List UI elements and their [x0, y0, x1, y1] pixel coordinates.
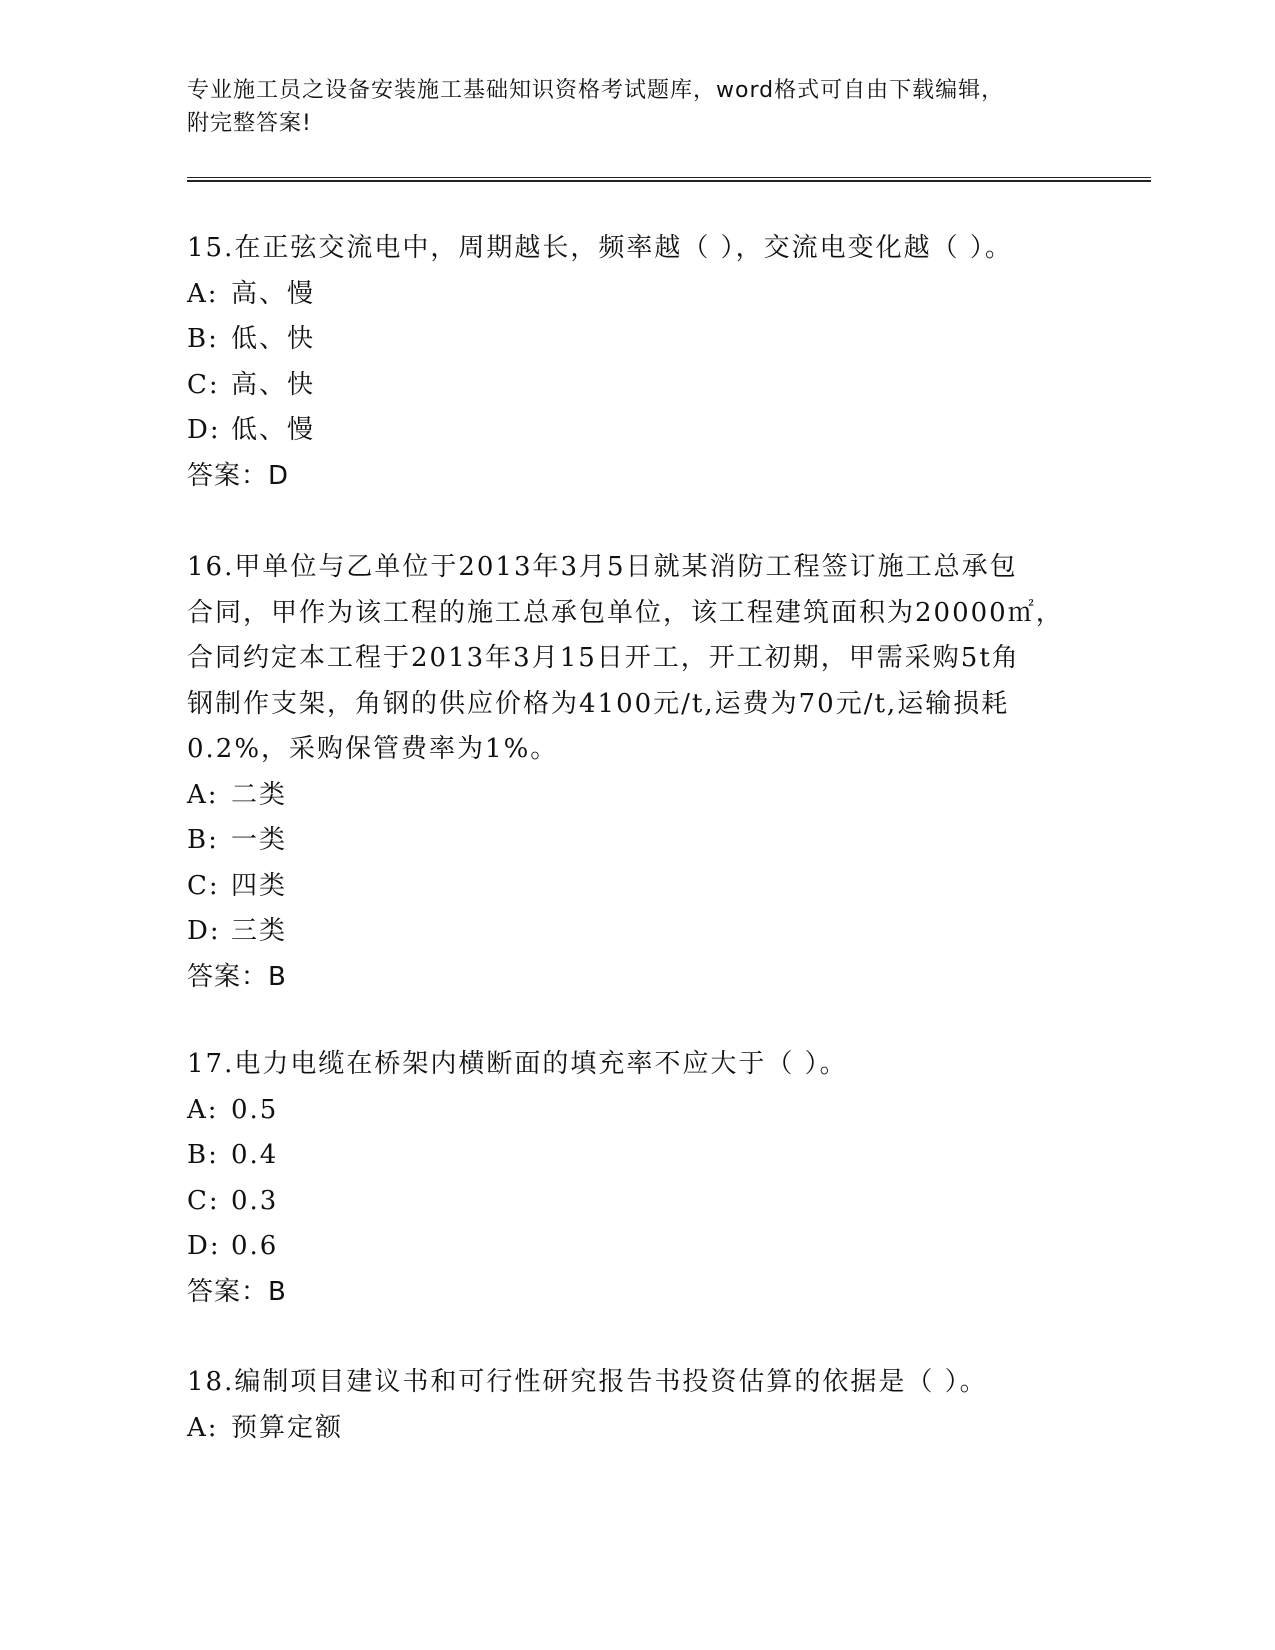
option-a	[187, 773, 1087, 819]
question-stem: 18.编制项目建议书和可行性研究报告书投资估算的依据是（ ）。	[187, 1367, 988, 1397]
question-18	[187, 1360, 1087, 1451]
option-text: 0.6	[231, 1231, 279, 1261]
option-c	[187, 363, 1087, 409]
option-label: A:	[187, 278, 219, 309]
option-text: 低、快	[231, 324, 316, 354]
header-divider	[187, 177, 1151, 182]
option-c	[187, 864, 1087, 910]
header-line-2: 附完整答案!	[187, 111, 312, 136]
question-15	[187, 226, 1087, 499]
stem-line: 0.2%，采购保管费率为1%。	[187, 734, 559, 764]
answer: 答案：B	[187, 961, 287, 992]
option-b	[187, 818, 1087, 864]
option-a	[187, 272, 1087, 318]
option-d	[187, 909, 1087, 955]
option-d	[187, 1224, 1087, 1270]
stem-line: 16.甲单位与乙单位于2013年3月5日就某消防工程签订施工总承包	[187, 552, 1018, 582]
option-text: 预算定额	[231, 1412, 344, 1443]
option-label: C:	[187, 1185, 220, 1216]
question-stem	[187, 545, 1087, 773]
stem-line: 钢制作支架，角钢的供应价格为4100元/t,运费为70元/t,运输损耗	[187, 688, 1010, 719]
option-text: 0.4	[231, 1140, 279, 1170]
option-a	[187, 1088, 1087, 1134]
option-label: A:	[187, 1412, 219, 1443]
option-c	[187, 1179, 1087, 1225]
question-16	[187, 545, 1087, 1000]
option-label: A:	[187, 1094, 219, 1125]
option-text: 0.5	[231, 1094, 279, 1125]
option-list	[187, 773, 1087, 955]
option-a	[187, 1406, 1087, 1452]
option-label: D:	[187, 1231, 221, 1261]
option-list	[187, 1088, 1087, 1270]
stem-line: 合同约定本工程于2013年3月15日开工，开工初期，甲需采购5t角	[187, 643, 1020, 673]
option-d	[187, 408, 1087, 454]
option-list	[187, 272, 1087, 454]
option-text: 四类	[231, 870, 288, 901]
header-line-1: 专业施工员之设备安装施工基础知识资格考试题库，word格式可自由下载编辑，	[187, 78, 1005, 103]
option-b	[187, 1133, 1087, 1179]
option-text: 一类	[231, 825, 288, 855]
option-text: 二类	[231, 779, 288, 810]
document-header	[187, 74, 1067, 140]
option-label: B:	[187, 825, 219, 855]
answer: 答案：D	[187, 460, 290, 491]
option-label: C:	[187, 369, 220, 400]
option-text: 高、快	[231, 369, 316, 400]
option-label: D:	[187, 415, 221, 445]
question-stem: 17.电力电缆在桥架内横断面的填充率不应大于（ ）。	[187, 1049, 848, 1079]
option-label: C:	[187, 870, 220, 901]
question-17	[187, 1042, 1087, 1315]
option-text: 0.3	[231, 1185, 279, 1216]
option-label: A:	[187, 779, 219, 810]
question-stem: 15.在正弦交流电中，周期越长，频率越（ ），交流电变化越（ ）。	[187, 233, 1013, 263]
option-list	[187, 1406, 1087, 1452]
option-label: B:	[187, 324, 219, 354]
option-label: D:	[187, 916, 221, 946]
option-b	[187, 317, 1087, 363]
option-label: B:	[187, 1140, 219, 1170]
option-text: 三类	[231, 916, 288, 946]
stem-line: 合同，甲作为该工程的施工总承包单位，该工程建筑面积为20000㎡，	[187, 597, 1064, 628]
option-text: 低、慢	[231, 415, 316, 445]
answer: 答案：B	[187, 1276, 287, 1307]
option-text: 高、慢	[231, 278, 316, 309]
